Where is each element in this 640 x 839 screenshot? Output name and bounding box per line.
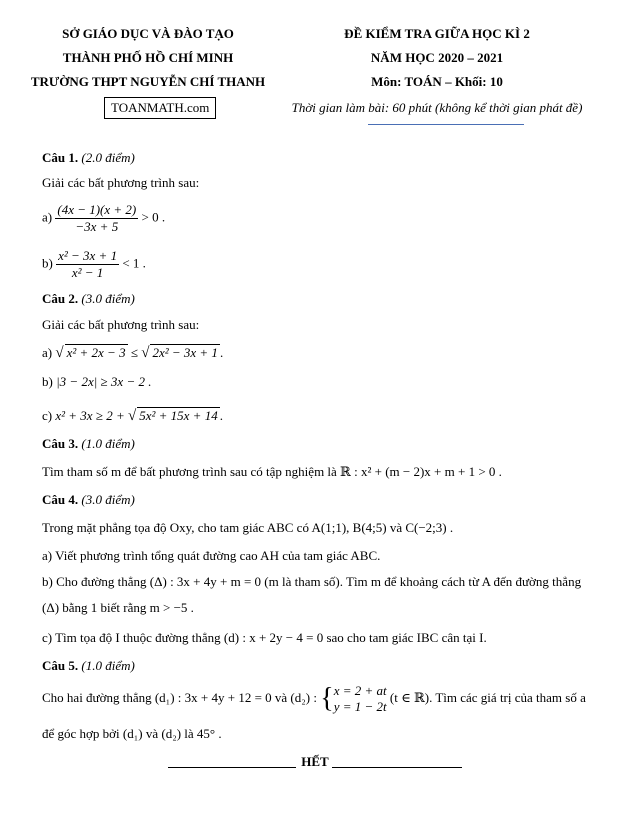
q5-line1 [42,683,586,715]
q1-a-denominator: −3x + 5 [75,219,119,234]
q5-system [334,683,387,715]
q5-system-eq2: y = 1 − 2t [333,699,387,714]
city-title: THÀNH PHỐ HỒ CHÍ MINH [62,50,234,65]
q2-part-b [42,374,151,390]
brace-symbol: { [320,683,334,714]
q2-heading [42,291,135,307]
q5-label: Câu 5. [42,658,79,673]
q5-line2: để góc hợp bởi (d₁) và (d₂) là 45° . [42,726,222,741]
q2-part-a [42,344,223,362]
q1-a-rest: > 0 . [141,209,166,225]
sqrt-symbol: √ [141,345,150,361]
subject-grade: Môn: TOÁN – Khối: 10 [371,74,503,89]
q2-a-label: a) [42,345,53,360]
q2-b-expression: |3 − 2x| ≥ 3x − 2 . [56,374,152,389]
school-year: NĂM HỌC 2020 – 2021 [370,50,504,65]
q2-c-expression: x² + 3x ≥ 2 + [55,408,125,423]
department-title: SỞ GIÁO DỤC VÀ ĐÀO TẠO [62,26,234,41]
q3-text: Tìm tham số m để bất phương trình sau có tập nghiệm là ℝ : x² + (m − 2)x + m + 1 > 0 . [42,464,502,479]
q1-b-fraction [56,248,119,281]
sqrt-symbol: √ [55,345,64,361]
q1-a-numerator: (4x − 1)(x + 2) [57,202,137,217]
q3-heading [42,436,135,452]
q5-system-eq1: x = 2 + at [333,683,387,698]
q4-part-a: a) Viết phương trình tổng quát đường cao AH của tam giác ABC. [42,548,381,563]
q2-a-end: . [219,345,224,360]
q1-points: (2.0 điểm) [81,150,135,165]
q4-intro: Trong mặt phẳng tọa độ Oxy, cho tam giác ABC có A(1;1), B(4;5) và C(−2;3) . [42,520,454,535]
q2-a-radicand-2: 2x² − 3x + 1 [152,345,218,360]
sqrt-symbol: √ [127,408,137,424]
footer-rule-left [168,767,296,768]
q2-c-end: . [219,408,223,423]
q4-points: (3.0 điểm) [81,492,135,507]
footer-rule-right [332,767,462,768]
end-marker: HẾT [301,754,329,769]
q5-points: (1.0 điểm) [81,658,135,673]
q2-a-operator: ≤ [130,345,138,360]
q4-part-c: c) Tìm tọa độ I thuộc đường thẳng (d) : x + 2y − 4 = 0 sao cho tam giác IBC cân tại I. [42,630,487,645]
q3-points: (1.0 điểm) [81,436,135,451]
q4-label: Câu 4. [42,492,79,507]
q1-a-label: a) [42,209,53,225]
q1-b-label: b) [42,255,53,271]
time-note: Thời gian làm bài: 60 phút (không kể thời gian phát đề) [291,100,583,115]
q2-part-c [42,407,223,425]
q3-label: Câu 3. [42,436,79,451]
q5-line1-end: (t ∈ ℝ). Tìm các giá trị của tham số a [389,689,586,705]
q4-part-b-line2: (Δ) bằng 1 biết rằng m > −5 . [42,600,194,615]
q2-b-label: b) [42,374,53,389]
q4-part-b-line1: b) Cho đường thẳng (Δ) : 3x + 4y + m = 0 (m là tham số). Tìm m để khoảng cách từ A đến đường thẳng [42,574,582,589]
q1-part-b [42,248,146,281]
q1-a-fraction [55,202,138,235]
q5-heading [42,658,135,674]
q2-c-label: c) [42,408,53,423]
brand-box: TOANMATH.com [104,97,216,119]
q1-b-rest: < 1 . [122,255,146,271]
q2-a-radicand-1: x² + 2x − 3 [66,345,126,360]
q1-part-a [42,202,165,235]
q2-c-radicand: 5x² + 15x + 14 [139,408,218,423]
q1-label: Câu 1. [42,150,79,165]
q2-points: (3.0 điểm) [81,291,135,306]
q5-line1-start: Cho hai đường thẳng (d₁) : 3x + 4y + 12 = 0 và (d₂) : [42,689,317,705]
q2-intro: Giải các bất phương trình sau: [42,317,200,332]
school-name: TRƯỜNG THPT NGUYỄN CHÍ THANH [30,74,266,89]
q4-heading [42,492,135,508]
q1-intro: Giải các bất phương trình sau: [42,175,200,190]
header-divider [368,124,524,125]
q2-label: Câu 2. [42,291,79,306]
q1-heading [42,150,135,166]
q1-b-numerator: x² − 3x + 1 [58,248,118,263]
exam-title: ĐỀ KIỂM TRA GIỮA HỌC KÌ 2 [344,26,530,41]
q1-b-denominator: x² − 1 [71,265,104,280]
